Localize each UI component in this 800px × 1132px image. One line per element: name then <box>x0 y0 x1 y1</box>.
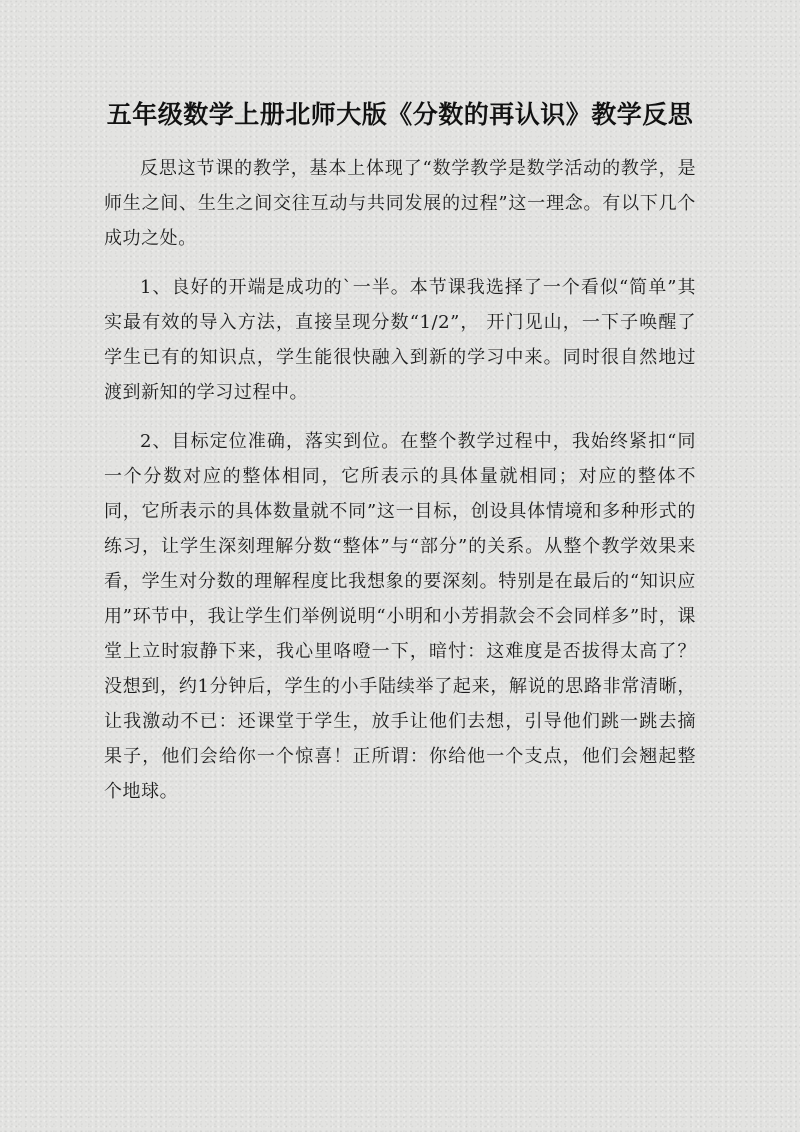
paragraph-intro: 反思这节课的教学，基本上体现了“数学教学是数学活动的教学，是师生之间、生生之间交往互动与共同发展的过程”这一理念。有以下几个成功之处。 <box>104 158 696 249</box>
document-title: 五年级数学上册北师大版《分数的再认识》教学反思 <box>106 100 694 129</box>
document-page <box>104 96 696 809</box>
paragraph-point-2: 2、目标定位准确，落实到位。在整个教学过程中，我始终紧扣“同一个分数对应的整体相同，它所表示的具体量就相同；对应的整体不同，它所表示的具体数量就不同”这一目标，创设具体情境和多种形式的练习，让学生深刻理解分数“整体”与“部分”的关系。从整个教学效果来看，学生对分数的理解程度比我想象的要深刻。特别是在最后的“知识应用”环节中，我让学生们举例说明“小明和小芳捐款会不会同样多”时，课堂上立时寂静下来，我心里咯噔一下，暗忖：这难度是否拔得太高了？没想到，约1分钟后，学生的小手陆续举了起来，解说的思路非常清晰，让我激动不已：还课堂于学生，放手让他们去想，引导他们跳一跳去摘果子，他们会给你一个惊喜！正所谓：你给他一个支点，他们会翘起整个地球。 <box>104 431 696 802</box>
paragraph-point-1: 1、良好的开端是成功的`一半。本节课我选择了一个看似“简单”其实最有效的导入方法，直接呈现分数“1/2”， 开门见山，一下子唤醒了学生已有的知识点，学生能很快融入到新的学习中来。同时很自然地过渡到新知的学习过程中。 <box>104 277 696 403</box>
